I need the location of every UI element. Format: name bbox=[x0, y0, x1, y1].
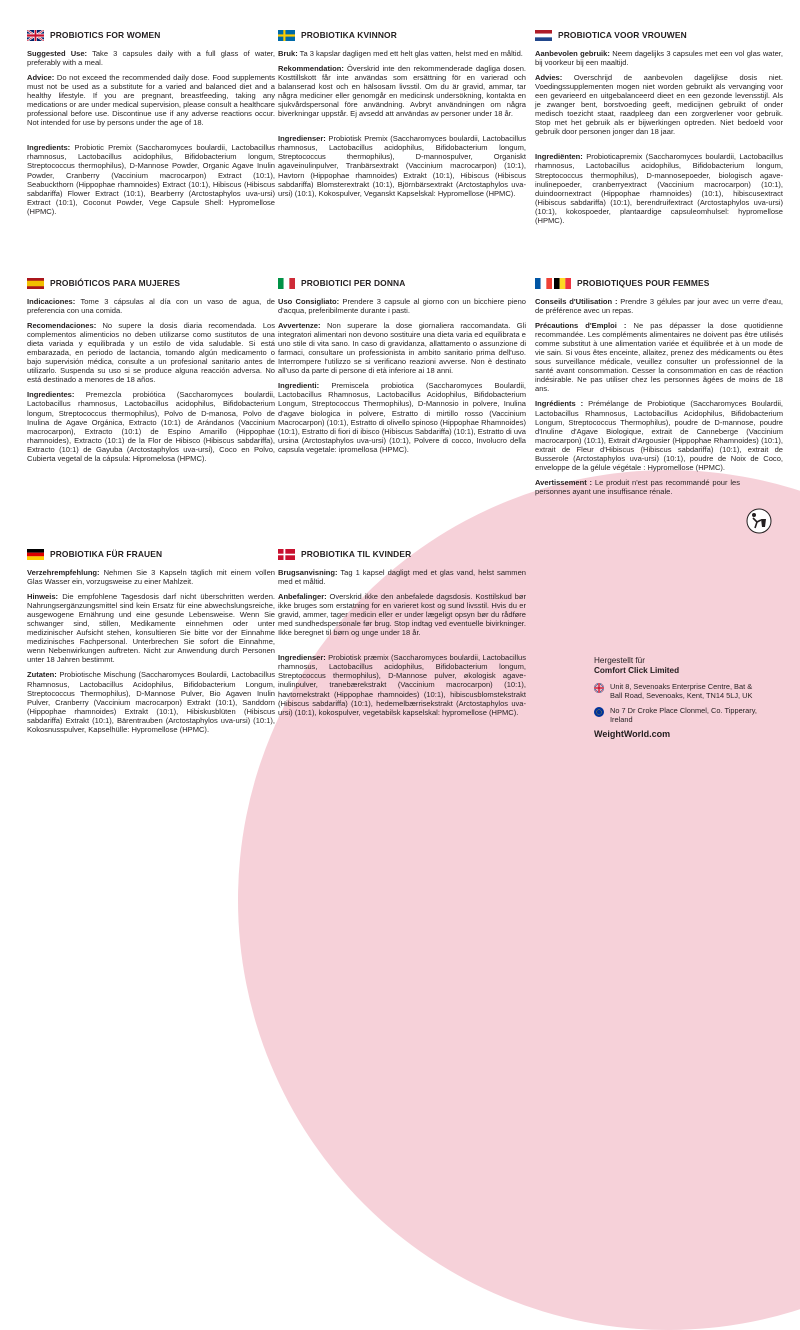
recycle-bin-icon bbox=[746, 508, 772, 534]
section-title-row bbox=[27, 549, 275, 560]
ingredients: Zutaten: Probiotische Mischung (Saccharomyces Boulardii, Lactobacillus Rhamnosus, Lactobacillus Acidophilus, Bifidobacterium Longum, Streptococcus Thermophilus), D-Mannose Pulver, Bio Agaven Inulin Pulver, Cranberry (Vaccinium macrocarpon) Extrakt (10:1), Sanddorn (Hippophae rhamnoides) Extrakt (10:1), Hibiskusblüten (Hibiscus sabdariffa) Extrakt (10:1), Bärentrauben (Arctostaphylos uva-ursi) (10:1), Kokosnusspulver, Kapselhülle: Hypromellose (HPMC). bbox=[27, 670, 275, 734]
section-title-row bbox=[535, 278, 783, 289]
suggested-use: Suggested Use: Take 3 capsules daily with a full glass of water, preferably with a meal. bbox=[27, 49, 275, 68]
italy-flag-icon bbox=[278, 278, 295, 289]
france-flag-icon bbox=[535, 278, 552, 289]
suggested-use: Aanbevolen gebruik: Neem dagelijks 3 capsules met een vol glas water, bij voorkeur bij een maaltijd. bbox=[535, 49, 783, 68]
section-title: PROBIOTICS FOR WOMEN bbox=[50, 29, 161, 40]
suggested-use: Verzehrempfehlung: Nehmen Sie 3 Kapseln täglich mit einem vollen Glas Wasser ein, vorzugsweise zu einer Mahlzeit. bbox=[27, 568, 275, 587]
ingredients: Ingrediënten: Probioticapremix (Saccharomyces boulardii, Lactobacillus rhamnosus, Lactobacillus acidophilus, Bifidobacterium longum, Streptococcus thermophilus), D-mannosepoeder, biologisch agave-inulinepoeder, cranberryextract (Vaccinium macrocarpon) (10:1), duindoornextract (Hippophae rhamnoides) (10:1), hibiscusextract (Hibiscus sabdariffa) (10:1), berendruifextract (Arctostaphylos uva-ursi) (10:1), kokospoeder, plantaardige capsuleomhulsel: hypromellose (HPMC). bbox=[535, 152, 783, 225]
section-title-row bbox=[27, 278, 275, 289]
section-german bbox=[27, 549, 275, 740]
ingredients: Ingredienti: Premiscela probiotica (Saccharomyces Boulardii, Lactobacillus Rhamnosus, Lactobacillus Acidophilus, Bifidobacterium Longum, Streptococcus Thermophilus), D-Mannosio in polvere, Inulina d'agave biologica in polvere, Estratto di mirtillo rosso (Vaccinium Macrocarpon) (10:1), Estratto di olivello spinoso (Hippophae Rhamnoides) (10:1), Estratto di fiori di ibisco (Hibiscus Sabdariffa) (10:1), Estratto di uva ursina (Arctostaphylos uva-ursi) (10:1), Polvere di cocco, Involucro della capsula vegetale: ipromellosa (HPMC). bbox=[278, 381, 526, 454]
advice: Recomendaciones: No supere la dosis diaria recomendada. Los complementos alimenticios no deben utilizarse como sustitutos de una dieta variada y equilibrada y un estilo de vida saludable. Si está embarazada, en periodo de lactancia, tomando algún medicamento o bajo supervisión médica, consulte a un profesional sanitario antes de utilizarlo. Suspenda su uso si se produce alguna reacción adversa. No está destinado a menores de 18 años. bbox=[27, 321, 275, 385]
section-french bbox=[535, 278, 783, 502]
denmark-flag-icon bbox=[278, 549, 295, 560]
section-danish bbox=[278, 549, 526, 723]
suggested-use: Uso Consigliato: Prendere 3 capsule al giorno con un bicchiere pieno d'acqua, preferibilmente durante i pasti. bbox=[278, 297, 526, 316]
suggested-use: Indicaciones: Tome 3 cápsulas al día con un vaso de agua, de preferencia con una comida. bbox=[27, 297, 275, 316]
advice: Rekommendation: Överskrid inte den rekommenderade dagliga dosen. Kosttillskott får inte användas som ersättning för en varierad och balanserad kost och en hälsosam livsstil. Om du är gravid, ammar, tar några mediciner eller genomgår en medicinsk undersökning, kontakta en sjukvårdspersonal före användning. Avbryt användningen om några biverkningar uppstår. Ej avsedd att användas av personer under 18 år. bbox=[278, 64, 526, 119]
ie-address-row bbox=[594, 706, 794, 724]
section-swedish bbox=[278, 30, 526, 204]
warning: Avertissement : Le produit n'est pas recommandé pour les personnes ayant une insuffisance rénale. bbox=[535, 477, 740, 496]
section-title-row bbox=[535, 30, 783, 41]
section-title: PROBIOTICI PER DONNA bbox=[301, 277, 406, 288]
spain-flag-icon bbox=[27, 278, 44, 289]
sweden-flag-icon bbox=[278, 30, 295, 41]
ingredients: Ingredientes: Premezcla probiótica (Saccharomyces boulardii, Lactobacillus rhamnosus, Lactobacillus acidophilus, Bifidobacterium longum, Streptococcus thermophilus), Polvo de D-manosa, Polvo de Inulina de Agave Orgánica, Extracto (10:1) de Arándanos (Vaccinium macrocarpon), Extracto (10:1) de Espino Amarillo (Hippophae rhamnoides), Extracto (10:1) de la Flor de Hibisco (Hibiscus sabdariffa), Extracto (10:1) de Gayuba (Arctostaphylos uva-ursi), Coco en Polvo, Cubierta vegetal de la cápsula: Hipromelosa (HPMC). bbox=[27, 390, 275, 463]
uk-flag-icon bbox=[594, 683, 604, 693]
website-link[interactable]: WeightWorld.com bbox=[594, 729, 671, 739]
manufacturer-address bbox=[594, 656, 794, 739]
section-title-row bbox=[278, 30, 526, 41]
section-title: PROBIOTIKA FÜR FRAUEN bbox=[50, 548, 163, 559]
advice: Hinweis: Die empfohlene Tagesdosis darf nicht überschritten werden. Nahrungsergänzungsmittel sind kein Ersatz für eine abwechslungsreiche, ausgewogene Ernährung und eine gesunde Lebensweise. Wenn Sie schwanger sind, stillen, Medikamente einnehmen oder unter medizinischer Aufsicht stehen, konsultieren Sie bitte vor der Einnahme medizinisches Fachpersonal. Unterbrechen Sie sofort die Einnahme, wenn Nebenwirkungen auftreten. Nicht zur Anwendung durch Personen unter 18 Jahren bestimmt. bbox=[27, 592, 275, 665]
section-title: PROBIOTIKA KVINNOR bbox=[301, 29, 397, 40]
suggested-use: Bruk: Ta 3 kapslar dagligen med ett helt glas vatten, helst med en måltid. bbox=[278, 49, 523, 58]
section-title-row bbox=[27, 30, 275, 41]
ie-address: No 7 Dr Croke Place Clonmel, Co. Tipperary, Ireland bbox=[610, 706, 757, 724]
ingredients: Ingrédients : Prémélange de Probiotique (Saccharomyces Boulardii, Lactobacillus Rhamnosus, Lactobacillus Acidophilus, Bifidobacterium Longum, Streptococcus Thermophilus), poudre de D-mannose, poudre d'Inuline d'Agave Biologique, extrait de Canneberge (Vaccinium macrocarpon) (10:1), Extrait d'Argousier (Hippophae Rhamnoides) (10:1), extrait de Fleur d'Hibiscus (Hibiscus sabdariffa) (10:1), extrait de Busserole (Arctostaphylos uva-ursi) (10:1), poudre de Noix de Coco, enveloppe de la gélule végétale : Hypromellose (HPMC). bbox=[535, 399, 783, 472]
advice: Avvertenze: Non superare la dose giornaliera raccomandata. Gli integratori alimentari non devono sostituire una dieta varia ed equilibrata e uno stile di vita sano. In caso di gravidanza, allattamento o assunzione di farmaci, consultare un professionista in ambito sanitario prima dell'uso. Interrompere l'utilizzo se si verificano reazioni avverse. Non è destinato all'uso da parte di persone di età inferiore ai 18 anni. bbox=[278, 321, 526, 376]
company-name: Comfort Click Limited bbox=[594, 666, 680, 675]
section-title-row bbox=[278, 549, 526, 560]
ingredients: Ingredienser: Probiotisk præmix (Saccharomyces boulardii, Lactobacillus rhamnosus, Lactobacillus acidophilus, Bifidobacterium longum, Streptococcus thermophilus), D-Mannose pulver, økologisk agave-inulinpulver, tranebærekstrakt (Vaccinium macrocarpon) (10:1), havtornekstrakt (Hippophae rhamnoides) (10:1), hibiscusblomstekstrakt (Hibiscus sabdariffa) (10:1), hedemelbærrisekstrakt (Arctostaphylos uva-ursi) (10:1), kokospulver, vegetabilsk kapselskal: hypromellose (HPMC). bbox=[278, 653, 526, 717]
section-title: PROBIÓTICOS PARA MUJERES bbox=[50, 277, 181, 288]
belgium-flag-icon bbox=[554, 278, 571, 289]
section-english bbox=[27, 30, 275, 222]
netherlands-flag-icon bbox=[535, 30, 552, 41]
advice: Advice: Do not exceed the recommended daily dose. Food supplements must not be used as a substitute for a varied and balanced diet and a healthy lifestyle. If you are pregnant, breastfeeding, taking any medications or are under medical supervision, please consult a healthcare professional before use. Discontinue use if any adverse reactions occur. Not intended for use by persons under the age of 18. bbox=[27, 73, 275, 128]
advice: Anbefalinger: Overskrid ikke den anbefalede dagsdosis. Kosttilskud bør ikke bruges som erstatning for en varieret kost og sund livsstil. Hvis du er gravid, ammer, tager medicin eller er under lægeligt opsyn bør du rådføre med sundhedspersonale før brug. Stop indtag ved eventuelle bivirkninger. Ikke beregnet til børn og unge under 18 år. bbox=[278, 592, 526, 638]
advice: Précautions d'Emploi : Ne pas dépasser la dose quotidienne recommandée. Les compléments alimentaires ne doivent pas être utilisés comme substitut à une alimentation variée et équilibrée et à un mode de vie sain. Si vous êtes enceinte, allaitez, prenez des médicaments ou êtes sous surveillance médicale, veuillez consulter un professionnel de la santé avant consommation. Cesser la consommation en cas de réaction indésirable. Ne pas utiliser chez les personnes âgées de moins de 18 ans. bbox=[535, 321, 783, 394]
section-title: PROBIOTIQUES POUR FEMMES bbox=[577, 277, 710, 288]
uk-address-row bbox=[594, 682, 794, 700]
germany-flag-icon bbox=[27, 549, 44, 560]
uk-address: Unit 8, Sevenoaks Enterprise Centre, Bat & Ball Road, Sevenoaks, Kent, TN14 5LJ, UK bbox=[610, 682, 753, 700]
made-for-label: Hergestellt für bbox=[594, 656, 645, 665]
section-title: PROBIOTICA VOOR VROUWEN bbox=[558, 29, 687, 40]
uk-flag-icon bbox=[27, 30, 44, 41]
section-italian bbox=[278, 278, 526, 460]
section-title: PROBIOTIKA TIL KVINDER bbox=[301, 548, 412, 559]
suggested-use: Conseils d'Utilisation : Prendre 3 gélules par jour avec un verre d'eau, de préférence avec un repas. bbox=[535, 297, 784, 316]
ingredients: Ingredients: Probiotic Premix (Saccharomyces boulardii, Lactobacillus rhamnosus, Lactobacillus acidophilus, Bifidobacterium longum, Streptococcus thermophilus), D-Mannose Powder, Organic Agave Inulin Powder, Cranberry (Vaccinium macrocarpon) Extract (10:1), Seabuckthorn (Hippophae rhamnoides) Extract (10:1), Hibiscus (Hibiscus sabdariffa) Flower Extract (10:1), Bearberry (Arctostaphylos uva-ursi) Extract (10:1), Coconut Powder, Vege Capsule Shell: Hypromellose (HPMC). bbox=[27, 143, 275, 216]
section-dutch bbox=[535, 30, 783, 231]
section-title-row bbox=[278, 278, 526, 289]
advice: Advies: Overschrijd de aanbevolen dagelijkse dosis niet. Voedingssupplementen mogen niet worden gebruikt als vervanging voor een gevarieerd en uitgebalanceerd dieet en een gezonde levensstijl. Als je zwanger bent, borstvoeding geeft, medicijnen gebruikt of onder medisch toezicht staat, raadpleeg dan een zorgverlener voor gebruik. Stop met het gebruik als er bijwerkingen optreden. Niet bedoeld voor gebruik door personen jonger dan 18 jaar. bbox=[535, 73, 783, 137]
section-spanish bbox=[27, 278, 275, 469]
ingredients: Ingredienser: Probiotisk Premix (Saccharomyces boulardii, Lactobacillus rhamnosus, Lactobacillus acidophilus, Bifidobacterium longum, Streptococcus thermophilus), D-mannospulver, Organiskt agaveinulinpulver, Tranbärsextrakt (Vaccinium macrocarpon) (10:1), Havtorn (Hippophae rhamnoides) Extrakt (10:1), Hibiscus (Hibiscus sabdariffa) Blomsterextrakt (10:1), Björnbärsextrakt (Arctostaphylos uva-ursi) (10:1), Kokospulver, Veganskt Kapselskal: Hypromellose (HPMC). bbox=[278, 134, 526, 198]
eu-flag-icon bbox=[594, 707, 604, 717]
suggested-use: Brugsanvisning: Tag 1 kapsel dagligt med et glas vand, helst sammen med et måltid. bbox=[278, 568, 526, 587]
